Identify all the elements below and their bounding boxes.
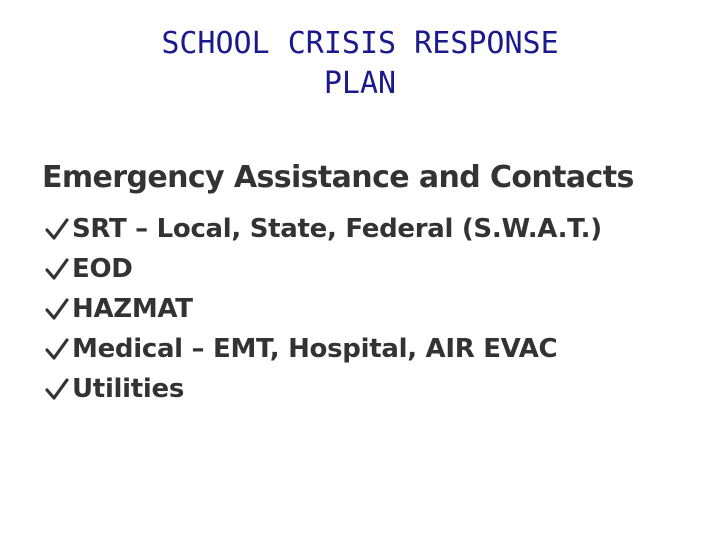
list-item-label: HAZMAT xyxy=(72,294,193,324)
check-icon xyxy=(44,376,70,402)
list-item-label: Utilities xyxy=(72,374,185,404)
section-heading: Emergency Assistance and Contacts xyxy=(42,160,634,195)
check-icon xyxy=(44,256,70,282)
slide-title xyxy=(0,24,720,104)
slide-title-line-2: PLAN xyxy=(323,66,397,101)
list-item-label: SRT – Local, State, Federal (S.W.A.T.) xyxy=(72,214,602,244)
list-item-label: Medical – EMT, Hospital, AIR EVAC xyxy=(72,334,558,364)
list-item-eod xyxy=(44,249,602,289)
list-item-hazmat xyxy=(44,289,602,329)
list-item-medical xyxy=(44,329,602,369)
check-icon xyxy=(44,216,70,242)
contact-list xyxy=(44,209,602,409)
check-icon xyxy=(44,336,70,362)
list-item-utilities xyxy=(44,369,602,409)
slide-title-line-1: SCHOOL CRISIS RESPONSE xyxy=(161,26,559,61)
list-item-srt xyxy=(44,209,602,249)
check-icon xyxy=(44,296,70,322)
list-item-label: EOD xyxy=(72,254,133,284)
